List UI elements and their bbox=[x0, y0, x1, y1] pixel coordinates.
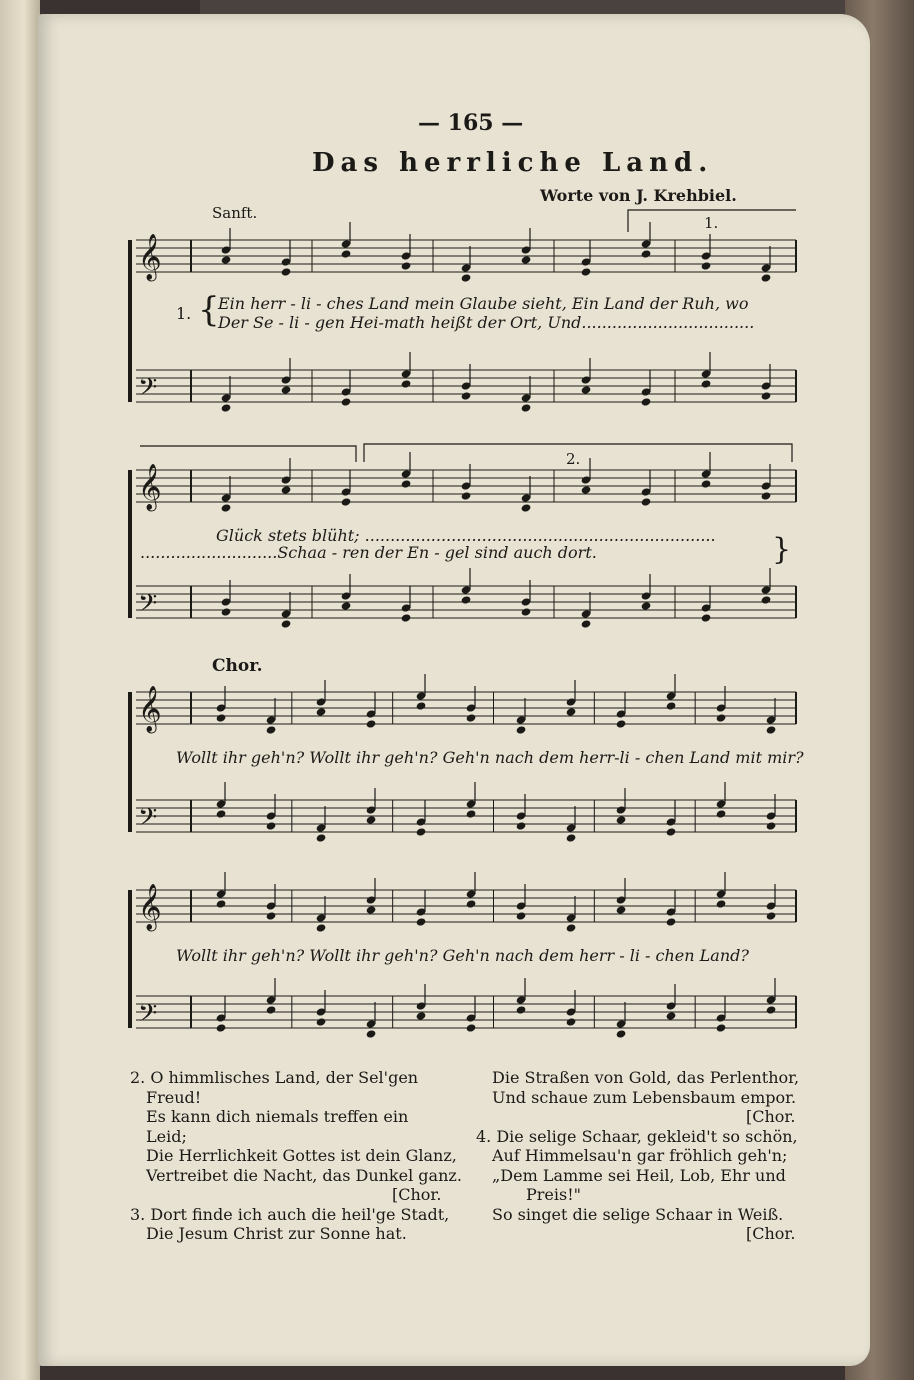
tempo-marking: Sanft. bbox=[212, 204, 258, 222]
system4-treble-staff-note bbox=[666, 917, 677, 926]
system4-bass-staff-note bbox=[616, 1029, 627, 1038]
system3-treble-staff-note bbox=[416, 701, 427, 710]
system3-bass-staff-note bbox=[666, 827, 677, 836]
system4-bracket bbox=[128, 890, 132, 1028]
system3-treble-staff-clef: 𝄞 bbox=[138, 686, 162, 732]
system2-treble-staff-note bbox=[641, 497, 652, 506]
stanza-line: [Chor. bbox=[392, 1185, 442, 1204]
stanza-line: Die Herrlichkeit Gottes ist dein Glanz, bbox=[146, 1146, 457, 1165]
system4-treble-staff-note bbox=[366, 905, 377, 914]
system4-bass-staff-note bbox=[266, 1005, 277, 1014]
system1-bass-staff-note bbox=[341, 397, 352, 406]
stanza-line: Es kann dich niemals treffen ein bbox=[146, 1107, 409, 1126]
song-title: Das herrliche Land. bbox=[312, 148, 714, 178]
stanza-line: Leid; bbox=[146, 1126, 187, 1146]
system1-bass-staff-note bbox=[641, 397, 652, 406]
system4-treble-staff-note bbox=[616, 905, 627, 914]
stanza-line: Die Jesum Christ zur Sonne hat. bbox=[146, 1224, 407, 1243]
stanza-line: [Chor. bbox=[746, 1224, 796, 1243]
author-credit: Worte von J. Krehbiel. bbox=[540, 186, 737, 205]
system4-bass-staff-note bbox=[766, 1005, 777, 1014]
system1-bracket bbox=[128, 240, 132, 402]
system4-bass-staff-note bbox=[516, 1005, 527, 1014]
chorus-lyric-line2: Wollt ihr geh'n? Wollt ihr geh'n? Geh'n nach dem herr - li - chen Land? bbox=[176, 946, 749, 965]
system3-bass-staff-note bbox=[616, 815, 627, 824]
stanza-line: Auf Himmelsau'n gar fröhlich geh'n; bbox=[492, 1146, 788, 1165]
system1-bass-staff-note bbox=[701, 379, 712, 388]
system3-bass-staff-note bbox=[566, 833, 577, 842]
system3-bass-staff-note bbox=[716, 809, 727, 818]
system1-treble-staff-note bbox=[281, 267, 292, 276]
system4-treble-staff-clef: 𝄞 bbox=[138, 884, 162, 930]
system1-treble-staff-note bbox=[641, 249, 652, 258]
system2-treble-staff-clef: 𝄞 bbox=[138, 464, 162, 510]
stanza-line: Die Straßen von Gold, das Perlenthor, bbox=[492, 1068, 800, 1087]
system3-treble-staff-note bbox=[466, 713, 477, 722]
system3-treble-staff-note bbox=[616, 719, 627, 728]
system2-bass-staff-note bbox=[401, 613, 412, 622]
system2-bracket bbox=[128, 470, 132, 618]
system2-bass-staff-note bbox=[461, 595, 472, 604]
system3-treble-staff-note bbox=[566, 707, 577, 716]
verse1-lyric-line2: Der Se - li - gen Hei-math heißt der Ort, Und.................................. bbox=[218, 313, 755, 332]
system2-treble-staff-note bbox=[461, 491, 472, 500]
system2-bass-staff-note bbox=[341, 601, 352, 610]
system2-lyric-line1: Glück stets blüht; ..................................................................... bbox=[216, 526, 716, 545]
system4-treble-staff-note bbox=[716, 899, 727, 908]
system1-treble-staff-note bbox=[761, 273, 772, 282]
system3-bracket bbox=[128, 692, 132, 832]
system1-treble-staff-note bbox=[401, 261, 412, 270]
system3-bass-staff-note bbox=[416, 827, 427, 836]
system3-bass-staff-note bbox=[266, 821, 277, 830]
system4-bass-staff-clef: 𝄢 bbox=[138, 999, 158, 1034]
system4-treble-staff-note bbox=[216, 899, 227, 908]
system4-treble-staff-note bbox=[766, 911, 777, 920]
system4-treble-staff-note bbox=[516, 911, 527, 920]
system4-bass-staff-note bbox=[566, 1017, 577, 1026]
stanza-line: Preis!" bbox=[526, 1185, 581, 1204]
system3-treble-staff-note bbox=[216, 713, 227, 722]
system4-bass-staff-note bbox=[666, 1011, 677, 1020]
closing-brace: } bbox=[772, 532, 792, 567]
stanza-line: 4. Die selige Schaar, gekleid't so schön, bbox=[476, 1126, 798, 1146]
system3-bass-staff-note bbox=[316, 833, 327, 842]
chorus-lyric-line1: Wollt ihr geh'n? Wollt ihr geh'n? Geh'n nach dem herr-li - chen Land mit mir? bbox=[176, 748, 804, 767]
system3-bass-staff-note bbox=[766, 821, 777, 830]
system3-bass-staff-note bbox=[216, 809, 227, 818]
system2-treble-staff-note bbox=[221, 503, 232, 512]
system3-treble-staff-note bbox=[516, 725, 527, 734]
first-ending-label: 1. bbox=[704, 214, 719, 232]
system2-bass-staff-note bbox=[521, 607, 532, 616]
second-ending-label: 2. bbox=[566, 450, 581, 468]
stanzas-right-column bbox=[476, 1068, 799, 1244]
stanza-line: Und schaue zum Lebensbaum empor. bbox=[492, 1087, 797, 1107]
system3-treble-staff-note bbox=[766, 725, 777, 734]
system1-treble-staff-note bbox=[521, 255, 532, 264]
system3-bass-staff-clef: 𝄢 bbox=[138, 803, 158, 838]
stanza-line: Freud! bbox=[146, 1087, 202, 1107]
system1-treble-staff-note bbox=[581, 267, 592, 276]
stanza-line: 2. O himmlisches Land, der Sel'gen bbox=[130, 1068, 419, 1087]
system2-bass-staff-note bbox=[221, 607, 232, 616]
stanza-line: [Chor. bbox=[746, 1107, 796, 1126]
system2-treble-staff-note bbox=[521, 503, 532, 512]
system2-bass-staff-note bbox=[581, 619, 592, 628]
system3-treble-staff-note bbox=[316, 707, 327, 716]
system4-bass-staff-note bbox=[366, 1029, 377, 1038]
system4-bass-staff-note bbox=[466, 1023, 477, 1032]
system1-bass-staff-note bbox=[521, 403, 532, 412]
system2-bass-staff-note bbox=[701, 613, 712, 622]
system4-treble-staff-note bbox=[316, 923, 327, 932]
first-ending-bracket-cont bbox=[140, 446, 356, 462]
system4-treble-staff-note bbox=[416, 917, 427, 926]
system1-treble-staff-note bbox=[341, 249, 352, 258]
chorus-label: Chor. bbox=[212, 656, 263, 676]
system1-treble-staff-note bbox=[461, 273, 472, 282]
system3-bass-staff-note bbox=[466, 809, 477, 818]
system3-bass-staff-note bbox=[366, 815, 377, 824]
system3-treble-staff-note bbox=[716, 713, 727, 722]
system1-bass-staff-note bbox=[461, 391, 472, 400]
system2-treble-staff-note bbox=[761, 491, 772, 500]
system2-lyric-line2: ...........................Schaa - ren der En - gel sind auch dort. bbox=[140, 543, 597, 562]
system2-bass-staff-note bbox=[641, 601, 652, 610]
system4-bass-staff-note bbox=[716, 1023, 727, 1032]
stanza-line: 3. Dort finde ich auch die heil'ge Stadt, bbox=[130, 1204, 450, 1224]
system1-bass-staff-clef: 𝄢 bbox=[138, 373, 158, 408]
verse-number: 1. bbox=[176, 304, 192, 323]
system1-bass-staff-note bbox=[761, 391, 772, 400]
system2-treble-staff-note bbox=[341, 497, 352, 506]
system1-treble-staff-note bbox=[701, 261, 712, 270]
system4-treble-staff-note bbox=[466, 899, 477, 908]
system1-treble-staff-clef: 𝄞 bbox=[138, 234, 162, 280]
system4-bass-staff-note bbox=[416, 1011, 427, 1020]
stanza-line: So singet die selige Schaar in Weiß. bbox=[492, 1204, 784, 1224]
system2-treble-staff-note bbox=[581, 485, 592, 494]
system4-bass-staff-note bbox=[216, 1023, 227, 1032]
system2-bass-staff-clef: 𝄢 bbox=[138, 589, 158, 624]
system3-treble-staff-note bbox=[366, 719, 377, 728]
verse1-lyric-line1: Ein herr - li - ches Land mein Glaube sieht, Ein Land der Ruh, wo bbox=[218, 294, 749, 313]
system2-treble-staff-note bbox=[701, 479, 712, 488]
stanzas-left-column bbox=[130, 1068, 462, 1244]
system3-treble-staff-note bbox=[666, 701, 677, 710]
system1-bass-staff-note bbox=[401, 379, 412, 388]
stanza-line: „Dem Lamme sei Heil, Lob, Ehr und bbox=[492, 1165, 786, 1185]
system2-bass-staff-note bbox=[761, 595, 772, 604]
page-number: — 165 — bbox=[418, 110, 524, 136]
system1-bass-staff-note bbox=[221, 403, 232, 412]
system1-bass-staff-note bbox=[581, 385, 592, 394]
system2-treble-staff-note bbox=[281, 485, 292, 494]
system2-treble-staff-note bbox=[401, 479, 412, 488]
system3-treble-staff-note bbox=[266, 725, 277, 734]
system1-treble-staff-note bbox=[221, 255, 232, 264]
system4-bass-staff-note bbox=[316, 1017, 327, 1026]
system4-treble-staff-note bbox=[566, 923, 577, 932]
verse-brace: { bbox=[198, 290, 220, 330]
system3-bass-staff-note bbox=[516, 821, 527, 830]
system1-bass-staff-note bbox=[281, 385, 292, 394]
system4-treble-staff-note bbox=[266, 911, 277, 920]
stanza-line: Vertreibet die Nacht, das Dunkel ganz. bbox=[146, 1165, 462, 1185]
system2-bass-staff-note bbox=[281, 619, 292, 628]
